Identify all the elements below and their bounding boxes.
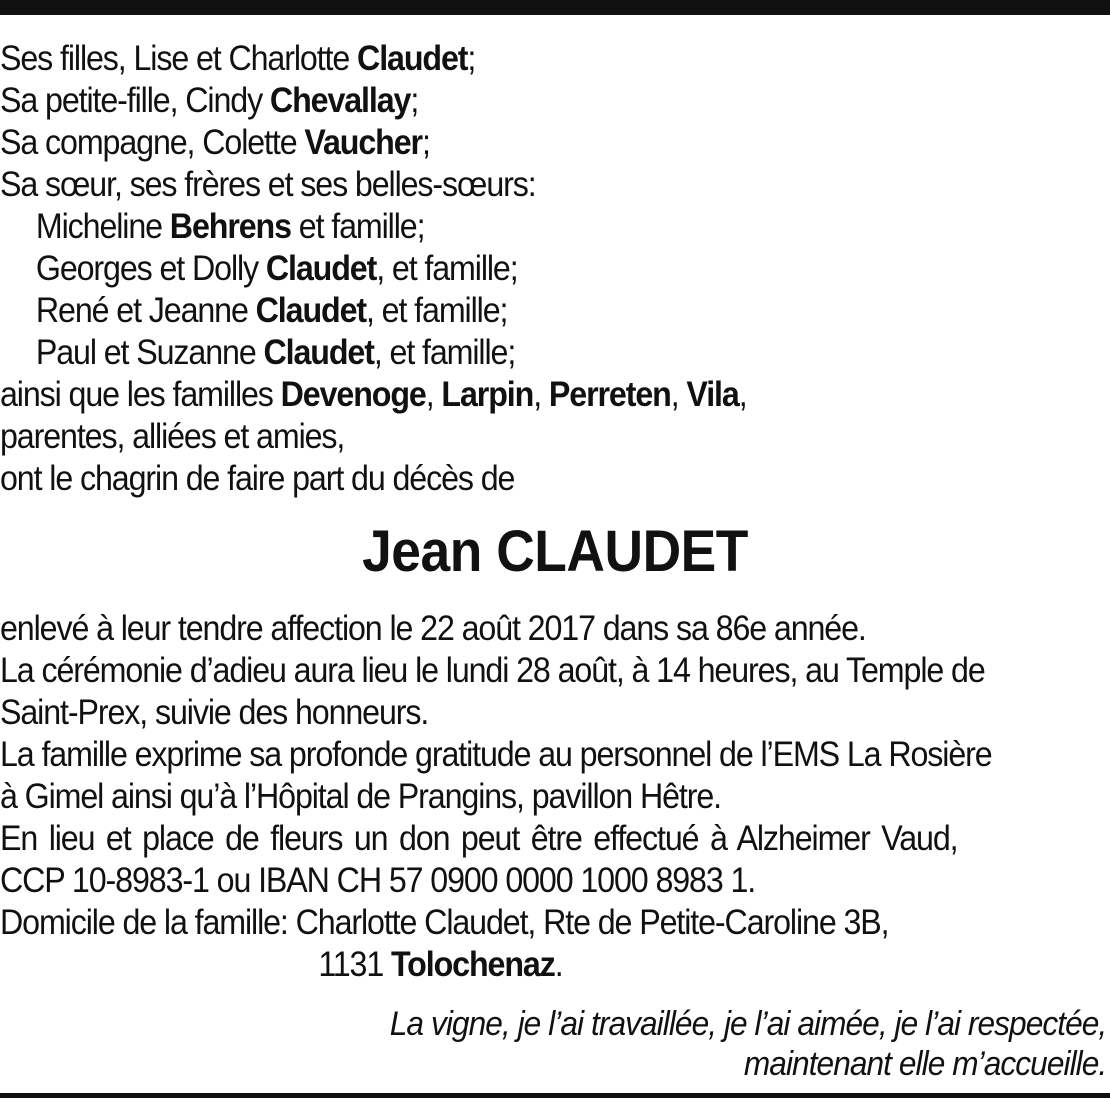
families-line: ainsi que les familles Devenoge, Larpin, Perreten, Vila, [0, 375, 747, 414]
surname: Claudet [263, 333, 374, 372]
surname: Vaucher [304, 123, 422, 162]
granddaughter-line: Sa petite-fille, Cindy Chevallay; [0, 81, 419, 120]
sibling-line: Georges et Dolly Claudet, et famille; [35, 249, 518, 288]
sibling-line: Paul et Suzanne Claudet, et famille; [35, 333, 516, 372]
ceremony-line: Saint-Prex, suivie des honneurs. [0, 693, 429, 732]
ceremony-line: La cérémonie d’adieu aura lieu le lundi 28 août, à 14 heures, au Temple de [0, 651, 985, 690]
town: Tolochenaz [391, 945, 555, 984]
epitaph-line: La vigne, je l’ai travaillée, je l’ai aimée, je l’ai respectée, [389, 1005, 1107, 1043]
epitaph-line: maintenant elle m’accueille. [743, 1045, 1107, 1083]
companion-line: Sa compagne, Colette Vaucher; [0, 123, 430, 162]
family-name: Larpin [441, 375, 534, 414]
family-name: Devenoge [280, 375, 426, 414]
epitaph [0, 1004, 1110, 1084]
bottom-rule [0, 1093, 1110, 1098]
family-name: Vila [686, 375, 739, 414]
siblings-heading: Sa sœur, ses frères et ses belles-sœurs: [0, 165, 536, 204]
top-rule [0, 0, 1110, 15]
daughters-line: Ses filles, Lise et Charlotte Claudet; [0, 39, 476, 78]
surname: Claudet [265, 249, 377, 288]
death-line: enlevé à leur tendre affection le 22 août 2017 dans sa 86e année. [0, 609, 866, 648]
sibling-line: Micheline Behrens et famille; [35, 207, 425, 246]
relatives-line: parentes, alliées et amies, [0, 417, 345, 456]
gratitude-line: La famille exprime sa profonde gratitude au personnel de l’EMS La Rosière [0, 735, 992, 774]
announcement-line: ont le chagrin de faire part du décès de [0, 459, 515, 498]
domicile-line: Domicile de la famille: Charlotte Claudet, Rte de Petite-Caroline 3B, [0, 903, 889, 942]
family-name: Perreten [548, 375, 671, 414]
surname: Behrens [169, 207, 291, 246]
domicile-town-line: 1131 Tolochenaz. [318, 945, 563, 984]
donation-line: CCP 10-8983-1 ou IBAN CH 57 0900 0000 1000 8983 1. [0, 861, 756, 900]
deceased-name: Jean CLAUDET [362, 519, 748, 584]
sibling-line: René et Jeanne Claudet, et famille; [35, 291, 508, 330]
surname: Claudet [357, 39, 468, 78]
gratitude-line: à Gimel ainsi qu’à l’Hôpital de Prangins, pavillon Hêtre. [0, 777, 722, 816]
donation-line: En lieu et place de fleurs un don peut être effectué à Alzheimer Vaud, [0, 819, 958, 858]
surname: Claudet [255, 291, 367, 330]
surname: Chevallay [269, 81, 411, 120]
obituary-notice [0, 38, 1110, 1084]
